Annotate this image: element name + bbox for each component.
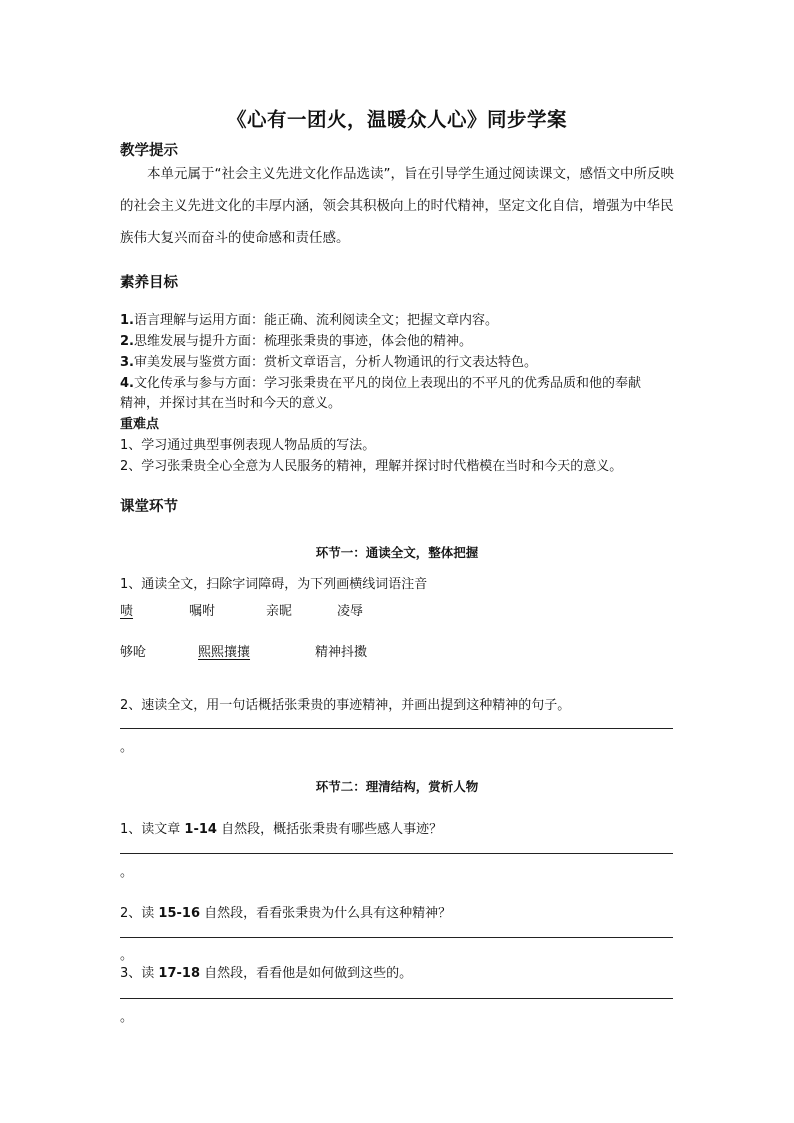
end-mark: 。 xyxy=(120,865,134,880)
section2-question-3: 3、读 17-18 自然段，看看他是如何做到这些的。 xyxy=(120,966,413,981)
key-point-item: 2、学习张秉贵全心全意为人民服务的精神，理解并探讨时代楷模在当时和今天的意义。 xyxy=(120,459,623,474)
section1-heading: 环节一：通读全文，整体把握 xyxy=(315,545,479,560)
vocab-word: 精神抖擞 xyxy=(315,645,368,660)
end-mark: 。 xyxy=(120,740,134,755)
goal-item: 3.审美发展与鉴赏方面：赏析文章语言，分析人物通讯的行文表达特色。 xyxy=(120,355,537,370)
vocab-word: 亲昵 xyxy=(266,604,293,619)
vocab-word: 啧 xyxy=(120,604,134,619)
section1-question-1: 1、通读全文，扫除字词障碍，为下列画横线词语注音 xyxy=(120,577,428,592)
goal-item: 1.语言理解与运用方面：能正确、流利阅读全文；把握文章内容。 xyxy=(120,313,498,328)
end-mark: 。 xyxy=(120,948,134,963)
section2-question-2: 2、读 15-16 自然段，看看张秉贵为什么具有这种精神？ xyxy=(120,906,452,921)
answer-line xyxy=(120,853,673,854)
key-point-item: 1、学习通过典型事例表现人物品质的写法。 xyxy=(120,438,376,453)
section1-question-2: 2、速读全文，用一句话概括张秉贵的事迹精神，并画出提到这种精神的句子。 xyxy=(120,698,571,713)
answer-line xyxy=(120,728,673,729)
goal-item: 2.思维发展与提升方面：梳理张秉贵的事迹，体会他的精神。 xyxy=(120,334,472,349)
literacy-goals-heading: 素养目标 xyxy=(120,275,178,291)
page-title: 《心有一团火，温暖众人心》同步学案 xyxy=(226,108,567,131)
class-section-heading: 课堂环节 xyxy=(120,499,178,515)
key-points-heading: 重难点 xyxy=(120,417,160,432)
vocab-word: 够呛 xyxy=(120,645,147,660)
vocab-word: 熙熙攘攘 xyxy=(198,645,251,660)
vocab-word: 嘱咐 xyxy=(189,604,216,619)
goal-item: 4.文化传承与参与方面：学习张秉贵在平凡的岗位上表现出的不平凡的优秀品质和他的奉献 xyxy=(120,376,641,391)
teaching-tips-paragraph: 本单元属于“社会主义先进文化作品选读”，旨在引导学生通过阅读课文，感悟文中所反映的社会主义先进文化的丰厚内涵，领会其积极向上的时代精神，坚定文化自信，增强为中华民族伟大复兴而奋斗的使命感和责任感。 xyxy=(120,166,674,246)
section2-question-1: 1、读文章 1-14 自然段，概括张秉贵有哪些感人事迹？ xyxy=(120,822,443,837)
answer-line xyxy=(120,998,673,999)
end-mark: 。 xyxy=(120,1010,134,1025)
vocab-word: 凌辱 xyxy=(337,604,364,619)
answer-line xyxy=(120,937,673,938)
goal-item-continuation: 精神，并探讨其在当时和今天的意义。 xyxy=(120,396,342,411)
teaching-tips-heading: 教学提示 xyxy=(120,143,178,159)
section2-heading: 环节二：理清结构，赏析人物 xyxy=(315,779,479,794)
